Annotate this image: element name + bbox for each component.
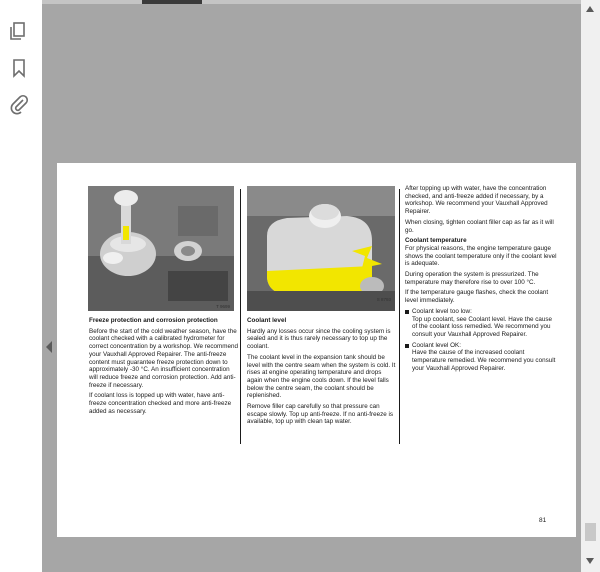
photo-code: S 8793 <box>376 297 391 302</box>
section-heading: Coolant level <box>247 317 287 324</box>
active-tab-indicator[interactable] <box>142 0 202 4</box>
scroll-down-icon[interactable] <box>586 558 594 564</box>
bullet-title: Coolant level too low: <box>412 307 472 315</box>
paragraph: Hardly any losses occur since the cooling system is sealed and it is thus rarely necessary to top up the coolant. <box>247 327 391 351</box>
attachment-icon[interactable] <box>8 93 30 115</box>
bullet-item <box>405 342 557 373</box>
column-1 <box>89 317 239 418</box>
bullet-text: Top up coolant, see Coolant level. Have the cause of the coolant loss remedied. We recommend you consult your Vauxhall Approved Repairer. <box>412 315 553 338</box>
paragraph: During operation the system is pressurized. The temperature may therefore rise to over 100 °C. <box>405 271 539 286</box>
section-heading: Freeze protection and corrosion protection <box>89 317 218 324</box>
expansion-tank-photo <box>247 186 395 311</box>
toolbar-strip <box>42 0 581 4</box>
scrollbar-thumb[interactable] <box>585 523 596 541</box>
previous-page-icon[interactable] <box>44 340 54 354</box>
bullet-square-icon <box>405 310 409 314</box>
bullet-item <box>405 308 557 339</box>
paragraph: Before the start of the cold weather season, have the coolant checked with a calibrated hydrometer for correct concentration by a workshop. We recommend your Vauxhall Approved Repairer. The anti-freeze content must guarantee freeze protection down to approximately -30 °C. An insufficient concentration will reduce freeze and corrosion protection. Add anti-freeze if necessary. <box>89 327 238 389</box>
column-2 <box>247 317 397 429</box>
bookmark-icon[interactable] <box>8 57 30 79</box>
column-divider <box>399 189 400 444</box>
page-number: 81 <box>539 517 547 524</box>
vertical-scrollbar[interactable] <box>581 0 600 572</box>
coolant-hydrometer-photo <box>88 186 234 311</box>
paragraph: The coolant level in the expansion tank should be level with the centre seam when the system is cold. It rises at engine operating temperature and drops again when the engine cools down. If the level falls below the centre seam, the coolant should be replenished. <box>247 353 396 400</box>
paragraph: Remove filler cap carefully so that pressure can escape slowly. Top up anti-freeze. If no anti-freeze is available, top up with clean tap water. <box>247 403 394 426</box>
photo-code: T 9699 <box>216 304 230 309</box>
bullet-title: Coolant level OK: <box>412 341 462 349</box>
document-page <box>57 163 576 537</box>
paragraph: When closing, tighten coolant filler cap as far as it will go. <box>405 218 554 234</box>
document-viewer[interactable] <box>42 0 581 572</box>
paragraph: For physical reasons, the engine temperature gauge shows the coolant temperature only if the coolant level is adequate. <box>405 244 557 268</box>
column-3 <box>405 185 557 372</box>
paragraph: After topping up with water, have the concentration checked, and anti-freeze added if necessary, by a workshop. We recommend your Vauxhall Approved Repairer. <box>405 185 548 216</box>
column-divider <box>240 189 241 444</box>
paragraph: If coolant loss is topped up with water, have anti-freeze concentration checked and more anti-freeze added as necessary. <box>89 392 232 415</box>
bullet-text: Have the cause of the increased coolant temperature remedied. We recommend you consult your Vauxhall Approved Repairer. <box>412 349 556 372</box>
pages-icon[interactable] <box>8 20 30 42</box>
section-heading: Coolant temperature <box>405 237 467 245</box>
bullet-square-icon <box>405 344 409 348</box>
sidebar <box>0 0 42 572</box>
scroll-up-icon[interactable] <box>586 6 594 12</box>
paragraph: If the temperature gauge flashes, check the coolant level immediately. <box>405 289 549 305</box>
